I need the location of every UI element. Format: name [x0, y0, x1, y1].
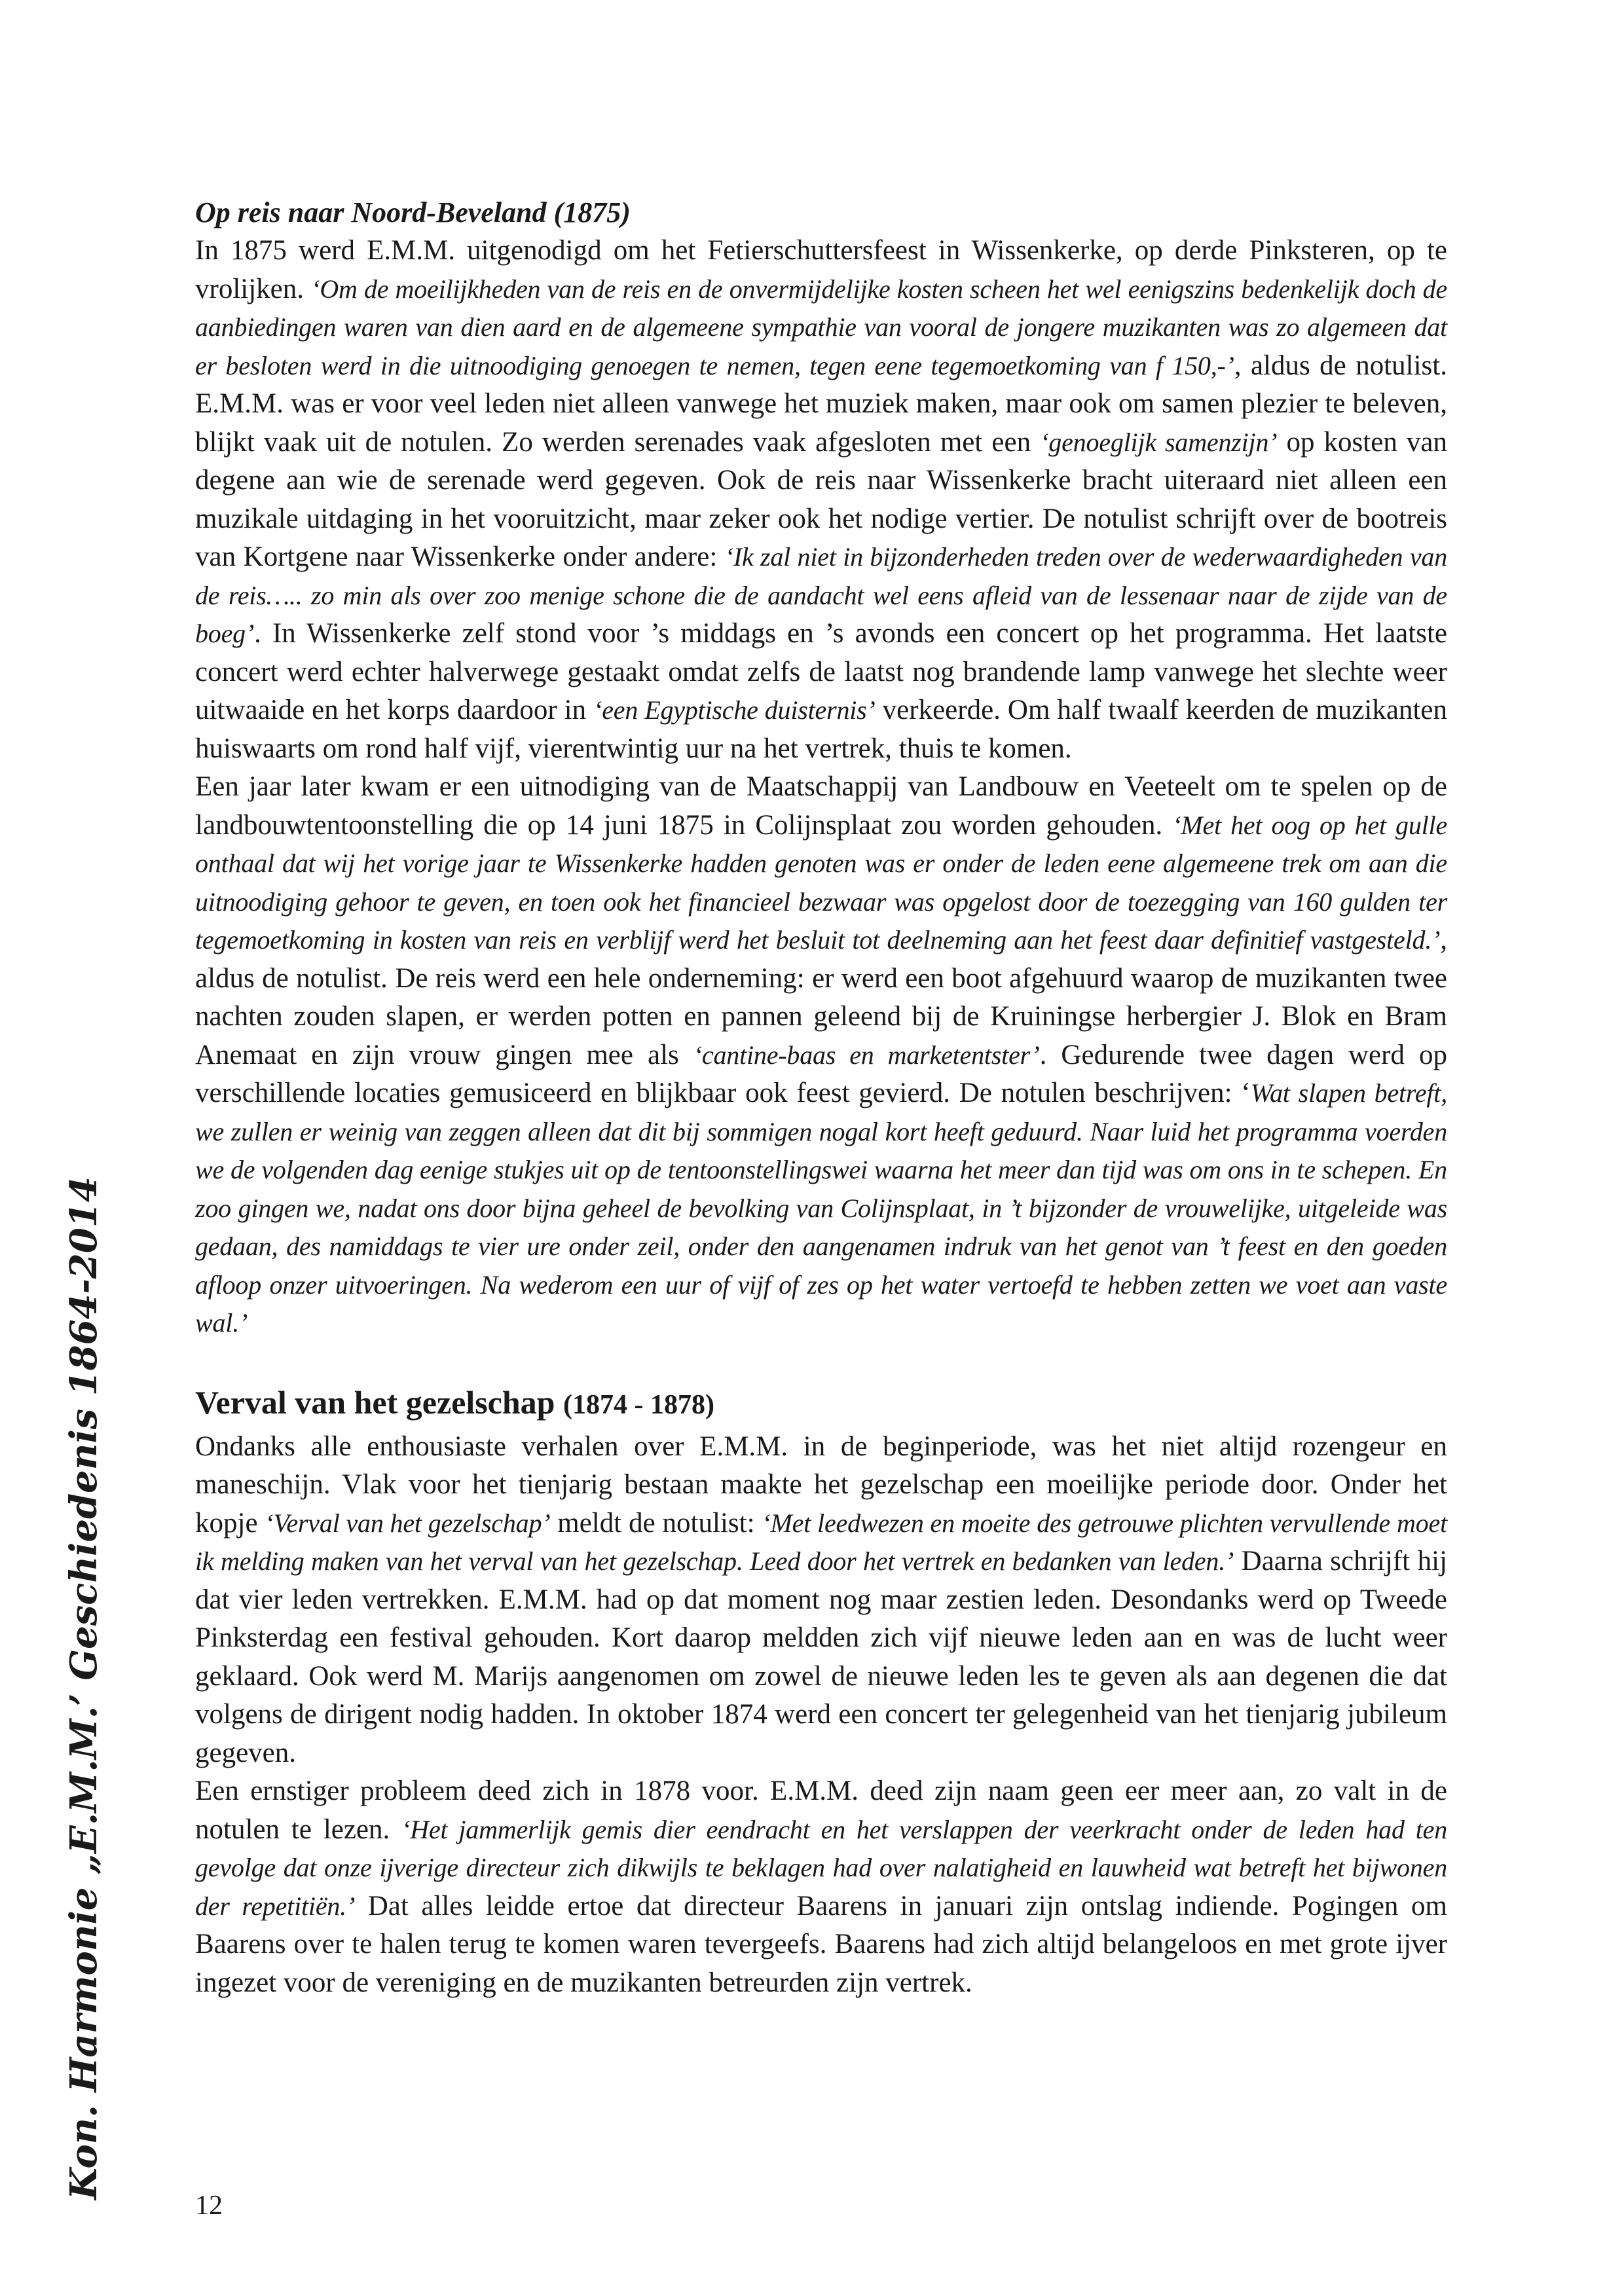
text-run: Een ernstiger probleem deed zich in 1878 voor. E.M.M. deed zijn naam geen eer meer aan, zo valt in de notulen te lezen. [195, 1776, 1447, 1845]
section-years: (1874 - 1878) [563, 1389, 714, 1420]
text-run: meldt de notulist: [550, 1507, 762, 1539]
paragraph-wissenkerke [195, 232, 1447, 768]
text-run: . In Wissenkerke zelf stond voor ’s middags en ’s avonds een concert op het programma. Het laatste concert werd echter halverwege gestaakt omdat zelfs de laatst nog brandende lamp vanwege het slechte weer uitwaaide en het korps daardoor in [195, 618, 1447, 725]
page-number: 12 [195, 2191, 223, 2221]
section-heading-noord-beveland: Op reis naar Noord-Beveland (1875) [195, 196, 631, 228]
text-run: Een jaar later kwam er een uitnodiging van de Maatschappij van Landbouw en Veeteelt om te spelen op de landbouwtentoonstelling die op 14 juni 1875 in Colijnsplaat zou worden gehouden. [195, 771, 1447, 841]
text-run: Dat alles leidde ertoe dat directeur Baarens in januari zijn ontslag indiende. Pogingen om Baarens over te halen terug te komen waren tevergeefs. Baarens had zich altijd belangeloos en met grote ijver ingezet voor de vereniging en de muzikanten betreurden zijn vertrek. [195, 1890, 1447, 1998]
quote-onthaal: ‘Met het oog op het gulle onthaal dat wij het vorige jaar te Wissenkerke hadden genoten was er onder de leden eene algemeene trek om aan die uitnoodiging gehoor te geven, en toen ook het financieel bezwaar was opgelost door de toezegging van 160 gulden ter tegemoetkoming in kosten van reis en verblijf werd het besluit tot deelneming aan het feest daar definitief vastgesteld.’ [195, 810, 1448, 955]
vertical-running-title: Kon. Harmonie „E.M.M.’ Geschiedenis 1864-2014 [62, 1176, 105, 2200]
text-run: Ondanks alle enthousiaste verhalen over E.M.M. in de beginperiode, was het niet altijd rozengeur en maneschijn. Vlak voor het tienjarig bestaan maakte het gezelschap een moeilijke periode door. Onder het kopje [195, 1430, 1447, 1539]
quote-duisternis: ‘een Egyptische duisternis’ [593, 695, 876, 725]
text-run: In 1875 werd E.M.M. uitgenodigd om het Fetierschuttersfeest in Wissenkerke, op derde Pinksteren, op te vrolijken. [195, 235, 1447, 304]
text-run: verkeerde. Om half twaalf keerden de muzikanten huiswaarts om rond half vijf, vierentwintig uur na het vertrek, thuis te komen. [195, 695, 1447, 764]
quote-genoeglijk: ‘genoeglijk samenzijn’ [1040, 427, 1278, 457]
quote-notulist: ‘Om de moeilijkheden van de reis en de onvermijdelijke kosten scheen het wel eenigszins bedenkelijk doch de aanbiedingen waren van dien aard en de algemeene sympathie van vooral de jongere muzikanten was zo algemeen dat er besloten werd in die uitnoodiging genoegen te nemen, tegen eene tegemoetkoming van f 150,-’ [195, 274, 1447, 380]
section-title: Verval van het gezelschap [195, 1383, 555, 1421]
quote-kopje: ‘Verval van het gezelschap’ [265, 1508, 551, 1538]
quote-cantine: ‘cantine-baas en marketentster’ [693, 1040, 1040, 1070]
text-run: Daarna schrijft hij dat vier leden vertrekken. E.M.M. had op dat moment nog maar zestien leden. Desondanks werd op Tweede Pinksterdag een festival gehouden. Kort daarop meldden zich vijf nieuwe leden aan en was de lucht weer geklaard. Ook werd M. Marijs aangenomen om zowel de nieuwe leden les te geven als aan degenen die dat volgens de dirigent nodig hadden. In oktober 1874 werd een concert ter gelegenheid van het tienjarig jubileum gegeven. [195, 1546, 1447, 1768]
paragraph-verval [195, 1428, 1447, 1773]
page-body [195, 194, 1447, 2002]
paragraph-colijnsplaat [195, 768, 1447, 1343]
text-run: , aldus de notulist. De reis werd een hele onderneming: er werd een boot afgehuurd waarop de muzikanten twee nachten zouden slapen, er werden potten en pannen geleend bij de Kruiningse herbergier J. Blok en Bram Anemaat en zijn vrouw gingen mee als [195, 924, 1447, 1070]
section-heading-verval [195, 1382, 1447, 1425]
quote-slapen: Wat slapen betreft, we zullen er weinig van zeggen alleen dat dit bij sommigen nogal kort heeft geduurd. Naar luid het programma voerden we de volgenden dag eenige stukjes uit op de tentoonstellingswei waarna het meer dan tijd was om ons in te schepen. En zoo gingen we, nadat ons door bijna geheel de bevolking van Colijnsplaat, in ’t bijzonder de vrouwelijke, uitgeleide was gedaan, des namiddags te vier ure onder zeil, onder den aangenamen indruk van het genot van ’t feest en den goeden afloop onzer uitvoeringen. Na wederom een uur of vijf of zes op het water vertoefd te hebben zetten we voet aan vaste wal.’ [195, 1078, 1447, 1338]
quote-leedwezen: ‘Met leedwezen en moeite des getrouwe plichten vervullende moet ik melding maken van het verval van het gezelschap. Leed door het vertrek en bedanken van leden.’ [195, 1508, 1447, 1576]
paragraph-1878 [195, 1772, 1447, 2002]
text-run: op kosten van degene aan wie de serenade werd gegeven. Ook de reis naar Wissenkerke bracht uiteraard niet alleen een muzikale uitdaging in het vooruitzicht, maar zeker ook het nodige vertier. De notulist schrijft over de bootreis van Kortgene naar Wissenkerke onder andere: [195, 426, 1447, 572]
text-run: , aldus de notulist. E.M.M. was er voor veel leden niet alleen vanwege het muziek maken, maar ook om samen plezier te beleven, blijkt vaak uit de notulen. Zo werden serenades vaak afgesloten met een [195, 350, 1447, 458]
quote-gemis: ‘Het jammerlijk gemis dier eendracht en het verslappen der veerkracht onder de leden had ten gevolge dat onze ijverige directeur zich dikwijls te beklagen had over nalatigheid en lauwheid wat betreft het bijwonen der repetitiën.’ [195, 1814, 1447, 1921]
quote-bootreis: ‘Ik zal niet in bijzonderheden treden over de wederwaardigheden van de reis….. zo min als over zoo menige schone die de aandacht wel eens afleid van de lessenaar naar de zijde van de boeg’ [195, 542, 1447, 648]
text-run: . Gedurende twee dagen werd op verschillende locaties gemusiceerd en blijkbaar ook feest gevierd. De notulen beschrijven: ‘ [195, 1039, 1447, 1108]
